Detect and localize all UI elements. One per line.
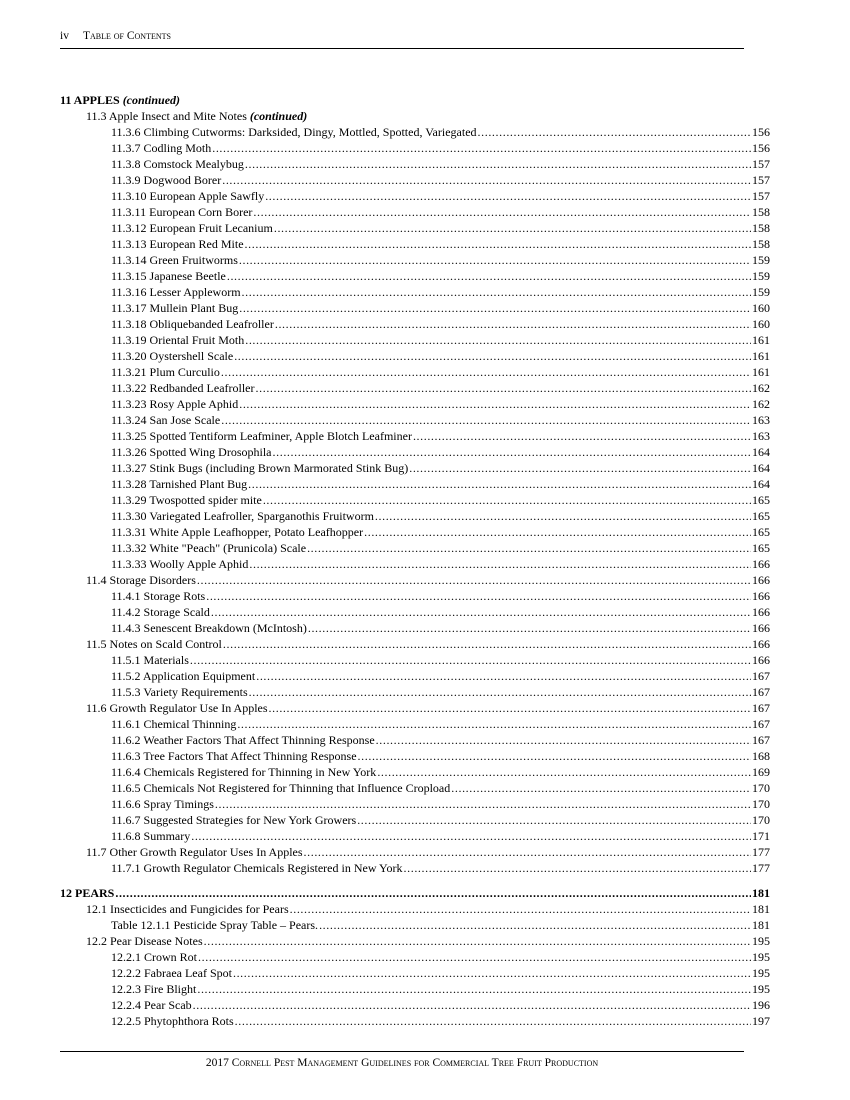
dot-leader xyxy=(357,812,751,828)
toc-subsection-entry[interactable] xyxy=(60,588,770,604)
toc-page-number: 197 xyxy=(752,1014,770,1028)
toc-entry-title xyxy=(111,236,244,252)
toc-subsection-entry[interactable] xyxy=(60,444,770,460)
toc-page-number: 164 xyxy=(752,461,770,475)
toc-entry-text: 11.6 Growth Regulator Use In Apples xyxy=(86,701,268,715)
toc-entry-title xyxy=(111,252,238,268)
toc-entry-text: 11.5.3 Variety Requirements xyxy=(111,685,248,699)
toc-subsection-entry[interactable] xyxy=(60,172,770,188)
toc-entry-title xyxy=(111,268,226,284)
toc-subsection-entry[interactable] xyxy=(60,236,770,252)
toc-page-number: 158 xyxy=(752,221,770,235)
toc-subsection-entry[interactable] xyxy=(60,1013,770,1029)
toc-entry-title xyxy=(111,997,192,1013)
toc-subsection-entry[interactable] xyxy=(60,252,770,268)
toc-entry-title xyxy=(111,732,375,748)
toc-subsection-entry[interactable] xyxy=(60,268,770,284)
toc-entry-text: 11.3.15 Japanese Beetle xyxy=(111,269,226,283)
toc-entry-title xyxy=(111,444,272,460)
toc-entry-text: 11.6.1 Chemical Thinning xyxy=(111,717,237,731)
toc-entry-title xyxy=(111,396,238,412)
toc-entry-title xyxy=(111,140,211,156)
toc-page-number: 165 xyxy=(752,509,770,523)
toc-entry-title xyxy=(111,981,196,997)
toc-entry-title xyxy=(111,460,408,476)
toc-page-number: 160 xyxy=(752,301,770,315)
toc-entry-title xyxy=(111,652,189,668)
toc-page-number: 177 xyxy=(752,861,770,875)
toc-page-number: 165 xyxy=(752,541,770,555)
toc-subsection-entry[interactable] xyxy=(60,348,770,364)
toc-chapter-entry[interactable] xyxy=(60,885,770,901)
toc-entry-text: 12.2.5 Phytophthora Rots xyxy=(111,1014,234,1028)
dot-leader xyxy=(239,252,751,268)
toc-entry-title xyxy=(111,476,247,492)
toc-page-number: 196 xyxy=(752,998,770,1012)
toc-page-number: 170 xyxy=(752,797,770,811)
toc-entry-text: 11.3.10 European Apple Sawfly xyxy=(111,189,265,203)
toc-entry-title xyxy=(111,716,236,732)
toc-page-number: 157 xyxy=(752,157,770,171)
toc-entry-title xyxy=(111,348,233,364)
toc-entry-text: 11.5 Notes on Scald Control xyxy=(86,637,222,651)
toc-entry-text: 11.4.2 Storage Scald xyxy=(111,605,210,619)
dot-leader xyxy=(269,700,751,716)
toc-chapter-entry[interactable] xyxy=(60,92,770,108)
dot-leader xyxy=(358,748,751,764)
toc-entry-text: 12 PEARS xyxy=(60,886,115,900)
toc-entry-title xyxy=(111,492,262,508)
toc-entry-text: 11.3.13 European Red Mite xyxy=(111,237,244,251)
dot-leader xyxy=(249,684,751,700)
toc-subsection-entry[interactable] xyxy=(60,812,770,828)
toc-entry-title xyxy=(111,412,220,428)
toc-subsection-entry[interactable] xyxy=(60,780,770,796)
toc-subsection-entry[interactable] xyxy=(60,428,770,444)
toc-entry-text: 11.4.1 Storage Rots xyxy=(111,589,206,603)
section-gap xyxy=(60,876,770,885)
dot-leader xyxy=(245,236,751,252)
toc-page-number: 158 xyxy=(752,237,770,251)
dot-leader xyxy=(190,652,751,668)
toc-page-number: 181 xyxy=(752,918,770,932)
toc-entry-title xyxy=(111,828,190,844)
dot-leader xyxy=(222,172,751,188)
toc-page-number: 165 xyxy=(752,525,770,539)
dot-leader xyxy=(206,588,751,604)
toc-entry-text: 11.3.22 Redbanded Leafroller xyxy=(111,381,255,395)
header-title: Table of Contents xyxy=(82,30,171,42)
toc-subsection-entry[interactable] xyxy=(60,764,770,780)
toc-entry-text: 11.5.2 Application Equipment xyxy=(111,669,256,683)
toc-page-number: 166 xyxy=(752,573,770,587)
toc-entry-text: 11.6.6 Spray Timings xyxy=(111,797,214,811)
dot-leader xyxy=(193,997,751,1013)
dot-leader xyxy=(304,844,751,860)
toc-subsection-entry[interactable] xyxy=(60,332,770,348)
toc-page-number: 166 xyxy=(752,653,770,667)
dot-leader xyxy=(377,764,751,780)
toc-section-entry[interactable] xyxy=(60,572,770,588)
toc-page-number: 160 xyxy=(752,317,770,331)
dot-leader xyxy=(308,620,751,636)
dot-leader xyxy=(233,965,751,981)
toc-subsection-entry[interactable] xyxy=(60,796,770,812)
dot-leader xyxy=(221,412,751,428)
toc-entry-text: 11.6.8 Summary xyxy=(111,829,191,843)
toc-page-number: 161 xyxy=(752,365,770,379)
toc-entry-title xyxy=(111,524,363,540)
toc-subsection-entry[interactable] xyxy=(60,204,770,220)
toc-entry-title xyxy=(111,620,307,636)
toc-page-number: 162 xyxy=(752,381,770,395)
toc-page-number: 181 xyxy=(752,886,770,900)
toc-page-number: 181 xyxy=(752,902,770,916)
dot-leader xyxy=(307,540,751,556)
toc-entry-title xyxy=(111,380,255,396)
toc-page-number: 195 xyxy=(752,934,770,948)
toc-entry-title xyxy=(86,933,203,949)
toc-entry-text: 11.3.17 Mullein Plant Bug xyxy=(111,301,239,315)
toc-page-number: 171 xyxy=(752,829,770,843)
toc-entry-text: 11.6.7 Suggested Strategies for New York Growers xyxy=(111,813,357,827)
toc-page-number: 156 xyxy=(752,125,770,139)
toc-entry-text: 11.4.3 Senescent Breakdown (McIntosh) xyxy=(111,621,307,635)
toc-entry-continued: (continued) xyxy=(119,93,181,107)
dot-leader xyxy=(256,380,751,396)
toc-section-entry[interactable] xyxy=(60,933,770,949)
toc-page-number: 195 xyxy=(752,966,770,980)
toc-subsection-entry[interactable] xyxy=(60,965,770,981)
toc-subsection-entry[interactable] xyxy=(60,556,770,572)
toc-entry-title xyxy=(111,556,248,572)
toc-page-number: 166 xyxy=(752,589,770,603)
toc-section-entry[interactable] xyxy=(60,636,770,652)
toc-page-number: 165 xyxy=(752,493,770,507)
toc-entry-title xyxy=(111,172,221,188)
toc-entry-title xyxy=(111,1013,234,1029)
toc-entry-title xyxy=(111,860,403,876)
toc-entry-text: 11.6.4 Chemicals Registered for Thinning in New York xyxy=(111,765,377,779)
toc-entry-title xyxy=(111,668,255,684)
dot-leader xyxy=(239,396,751,412)
dot-leader xyxy=(223,636,751,652)
toc-entry-text: 11.3.6 Climbing Cutworms: Darksided, Dingy, Mottled, Spotted, Variegated xyxy=(111,125,477,139)
toc-page-number: 163 xyxy=(752,413,770,427)
page-header xyxy=(60,30,744,49)
toc-entry-title xyxy=(86,108,307,124)
toc-entry-text: 11.3.24 San Jose Scale xyxy=(111,413,221,427)
toc-entry-text: 11.3 Apple Insect and Mite Notes xyxy=(86,109,247,123)
dot-leader xyxy=(197,572,751,588)
dot-leader xyxy=(204,933,751,949)
dot-leader xyxy=(115,885,751,901)
toc-entry-text: 11.3.7 Codling Moth xyxy=(111,141,212,155)
toc-subsection-entry[interactable] xyxy=(60,396,770,412)
toc-entry-title xyxy=(111,508,374,524)
table-of-contents xyxy=(60,92,770,1029)
toc-subsection-entry[interactable] xyxy=(60,748,770,764)
toc-entry-text: 11.6.2 Weather Factors That Affect Thinning Response xyxy=(111,733,375,747)
toc-entry-title xyxy=(111,364,220,380)
toc-subsection-entry[interactable] xyxy=(60,949,770,965)
toc-page-number: 164 xyxy=(752,477,770,491)
dot-leader xyxy=(263,492,751,508)
toc-subsection-entry[interactable] xyxy=(60,732,770,748)
toc-page-number: 167 xyxy=(752,669,770,683)
toc-entry-title xyxy=(111,780,450,796)
toc-entry-title xyxy=(111,316,274,332)
toc-entry-text: 11.3.26 Spotted Wing Drosophila xyxy=(111,445,272,459)
toc-entry-text: 11.6.5 Chemicals Not Registered for Thinning that Influence Cropload xyxy=(111,781,451,795)
dot-leader xyxy=(245,156,751,172)
toc-subsection-entry[interactable] xyxy=(60,620,770,636)
toc-entry-text: 11.7.1 Growth Regulator Chemicals Registered in New York xyxy=(111,861,403,875)
toc-page-number: 167 xyxy=(752,701,770,715)
toc-entry-text: 11.6.3 Tree Factors That Affect Thinning Response xyxy=(111,749,357,763)
toc-entry-title xyxy=(111,796,214,812)
toc-entry-title xyxy=(111,748,357,764)
toc-subsection-entry[interactable] xyxy=(60,364,770,380)
toc-entry-title xyxy=(111,812,356,828)
toc-section-entry[interactable] xyxy=(60,700,770,716)
toc-entry-title xyxy=(111,949,197,965)
toc-entry-text: 11.3.12 European Fruit Lecanium xyxy=(111,221,273,235)
toc-page-number: 167 xyxy=(752,685,770,699)
toc-entry-title xyxy=(111,588,205,604)
toc-entry-text: 11.3.31 White Apple Leafhopper, Potato Leafhopper xyxy=(111,525,364,539)
toc-entry-title xyxy=(111,684,248,700)
toc-entry-title xyxy=(111,965,232,981)
dot-leader xyxy=(242,284,751,300)
dot-leader xyxy=(376,732,751,748)
dot-leader xyxy=(191,828,751,844)
dot-leader xyxy=(413,428,751,444)
dot-leader xyxy=(273,444,751,460)
toc-page-number: 166 xyxy=(752,637,770,651)
toc-page-number: 169 xyxy=(752,765,770,779)
toc-subsection-entry[interactable] xyxy=(60,981,770,997)
toc-subsection-entry[interactable] xyxy=(60,540,770,556)
toc-entry-text: 11.3.19 Oriental Fruit Moth xyxy=(111,333,245,347)
toc-page-number: 170 xyxy=(752,813,770,827)
dot-leader xyxy=(265,188,751,204)
toc-subsection-entry[interactable] xyxy=(60,652,770,668)
toc-entry-text: 11.3.23 Rosy Apple Aphid xyxy=(111,397,239,411)
toc-page-number: 164 xyxy=(752,445,770,459)
toc-entry-text: 11.3.32 White "Peach" (Prunicola) Scale xyxy=(111,541,307,555)
toc-entry-text: 11.3.16 Lesser Appleworm xyxy=(111,285,241,299)
toc-subsection-entry[interactable] xyxy=(60,284,770,300)
dot-leader xyxy=(215,796,751,812)
toc-entry-title xyxy=(86,572,196,588)
toc-page-number: 159 xyxy=(752,253,770,267)
toc-subsection-entry[interactable] xyxy=(60,300,770,316)
toc-page-number: 177 xyxy=(752,845,770,859)
toc-entry-title xyxy=(111,764,376,780)
toc-entry-text: 11.3.27 Stink Bugs (including Brown Marmorated Stink Bug) xyxy=(111,461,409,475)
toc-entry-text: 11.3.8 Comstock Mealybug xyxy=(111,157,244,171)
toc-entry-text: 11.4 Storage Disorders xyxy=(86,573,196,587)
toc-entry-title xyxy=(86,700,268,716)
dot-leader xyxy=(253,204,751,220)
toc-page-number: 157 xyxy=(752,173,770,187)
toc-page-number: 156 xyxy=(752,141,770,155)
dot-leader xyxy=(237,716,751,732)
toc-page-number: 166 xyxy=(752,605,770,619)
toc-entry-title xyxy=(86,844,303,860)
dot-leader xyxy=(212,140,751,156)
toc-entry-text: 11.3.29 Twospotted spider mite xyxy=(111,493,262,507)
toc-page-number: 157 xyxy=(752,189,770,203)
toc-page-number: 161 xyxy=(752,333,770,347)
dot-leader xyxy=(451,780,751,796)
toc-entry-text: 11.3.20 Oystershell Scale xyxy=(111,349,234,363)
dot-leader xyxy=(404,860,751,876)
dot-leader xyxy=(409,460,751,476)
toc-subsection-entry[interactable] xyxy=(60,460,770,476)
dot-leader xyxy=(248,476,751,492)
toc-subsection-entry[interactable] xyxy=(60,124,770,140)
toc-entry-title xyxy=(111,156,244,172)
toc-entry-title xyxy=(111,300,238,316)
toc-entry-text: 11.3.28 Tarnished Plant Bug xyxy=(111,477,248,491)
toc-entry-text: 11.3.21 Plum Curculio xyxy=(111,365,220,379)
toc-entry-title xyxy=(111,188,264,204)
toc-entry-text: Table 12.1.1 Pesticide Spray Table – Pears. xyxy=(111,918,319,932)
dot-leader xyxy=(319,917,751,933)
toc-page-number: 195 xyxy=(752,982,770,996)
toc-subsection-entry[interactable] xyxy=(60,412,770,428)
toc-subsection-entry[interactable] xyxy=(60,828,770,844)
toc-entry-text: 11.7 Other Growth Regulator Uses In Apples xyxy=(86,845,303,859)
toc-subsection-entry[interactable] xyxy=(60,604,770,620)
dot-leader xyxy=(239,300,751,316)
toc-entry-continued: (continued) xyxy=(246,109,308,123)
toc-section-entry[interactable] xyxy=(60,108,770,124)
dot-leader xyxy=(249,556,751,572)
toc-entry-title xyxy=(111,220,273,236)
toc-entry-text: 12.2.4 Pear Scab xyxy=(111,998,192,1012)
dot-leader xyxy=(245,332,751,348)
toc-entry-title xyxy=(111,124,477,140)
dot-leader xyxy=(198,949,751,965)
toc-entry-title xyxy=(111,332,244,348)
dot-leader xyxy=(227,268,751,284)
dot-leader xyxy=(275,316,751,332)
dot-leader xyxy=(256,668,751,684)
dot-leader xyxy=(221,364,751,380)
toc-section-entry[interactable] xyxy=(60,901,770,917)
toc-subsection-entry[interactable] xyxy=(60,716,770,732)
toc-entry-title xyxy=(111,284,241,300)
toc-page-number: 159 xyxy=(752,269,770,283)
toc-entry-text: 12.1 Insecticides and Fungicides for Pears xyxy=(86,902,289,916)
toc-entry-text: 11.3.33 Woolly Apple Aphid xyxy=(111,557,249,571)
toc-page-number: 167 xyxy=(752,733,770,747)
toc-page-number: 166 xyxy=(752,557,770,571)
dot-leader xyxy=(290,901,751,917)
toc-page-number: 166 xyxy=(752,621,770,635)
dot-leader xyxy=(211,604,751,620)
toc-subsection-entry[interactable] xyxy=(60,156,770,172)
toc-subsection-entry[interactable] xyxy=(60,140,770,156)
toc-page-number: 162 xyxy=(752,397,770,411)
toc-entry-text: 12.2 Pear Disease Notes xyxy=(86,934,203,948)
toc-entry-title xyxy=(111,540,306,556)
toc-entry-text: 11 APPLES xyxy=(60,93,120,107)
toc-entry-text: 12.2.2 Fabraea Leaf Spot xyxy=(111,966,232,980)
toc-subsection-entry[interactable] xyxy=(60,860,770,876)
toc-subsection-entry[interactable] xyxy=(60,316,770,332)
toc-entry-text: 12.2.1 Crown Rot xyxy=(111,950,198,964)
toc-entry-title xyxy=(60,92,180,108)
toc-subsection-entry[interactable] xyxy=(60,684,770,700)
toc-entry-text: 11.3.14 Green Fruitworms xyxy=(111,253,238,267)
toc-page-number: 163 xyxy=(752,429,770,443)
toc-page-number: 170 xyxy=(752,781,770,795)
toc-entry-title xyxy=(111,604,210,620)
toc-section-entry[interactable] xyxy=(60,844,770,860)
dot-leader xyxy=(235,1013,751,1029)
toc-subsection-entry[interactable] xyxy=(60,668,770,684)
dot-leader xyxy=(364,524,751,540)
toc-entry-title xyxy=(86,636,222,652)
toc-subsection-entry[interactable] xyxy=(60,476,770,492)
dot-leader xyxy=(234,348,751,364)
toc-page-number: 167 xyxy=(752,717,770,731)
toc-entry-text: 12.2.3 Fire Blight xyxy=(111,982,197,996)
dot-leader xyxy=(478,124,751,140)
toc-subsection-entry[interactable] xyxy=(60,508,770,524)
toc-page-number: 161 xyxy=(752,349,770,363)
toc-entry-title xyxy=(111,204,252,220)
toc-entry-title xyxy=(86,901,289,917)
dot-leader xyxy=(197,981,751,997)
toc-entry-text: 11.3.9 Dogwood Borer xyxy=(111,173,222,187)
toc-entry-title xyxy=(111,917,318,933)
toc-subsection-entry[interactable] xyxy=(60,997,770,1013)
toc-page-number: 158 xyxy=(752,205,770,219)
toc-entry-text: 11.3.30 Variegated Leafroller, Sparganothis Fruitworm xyxy=(111,509,374,523)
toc-page-number: 159 xyxy=(752,285,770,299)
toc-entry-text: 11.3.11 European Corn Borer xyxy=(111,205,253,219)
toc-entry-title xyxy=(60,885,114,901)
dot-leader xyxy=(375,508,751,524)
toc-entry-title xyxy=(111,428,412,444)
toc-page-number: 168 xyxy=(752,749,770,763)
dot-leader xyxy=(274,220,751,236)
toc-page-number: 195 xyxy=(752,950,770,964)
toc-subsection-entry[interactable] xyxy=(60,220,770,236)
toc-subsection-entry[interactable] xyxy=(60,188,770,204)
page-number: iv xyxy=(60,30,69,42)
toc-subsection-entry[interactable] xyxy=(60,524,770,540)
toc-subsection-entry[interactable] xyxy=(60,917,770,933)
page-footer: 2017 Cornell Pest Management Guidelines for Commercial Tree Fruit Production xyxy=(60,1051,744,1069)
toc-subsection-entry[interactable] xyxy=(60,380,770,396)
toc-entry-text: 11.3.25 Spotted Tentiform Leafminer, Apple Blotch Leafminer xyxy=(111,429,412,443)
toc-entry-text: 11.5.1 Materials xyxy=(111,653,189,667)
toc-subsection-entry[interactable] xyxy=(60,492,770,508)
toc-entry-text: 11.3.18 Obliquebanded Leafroller xyxy=(111,317,274,331)
